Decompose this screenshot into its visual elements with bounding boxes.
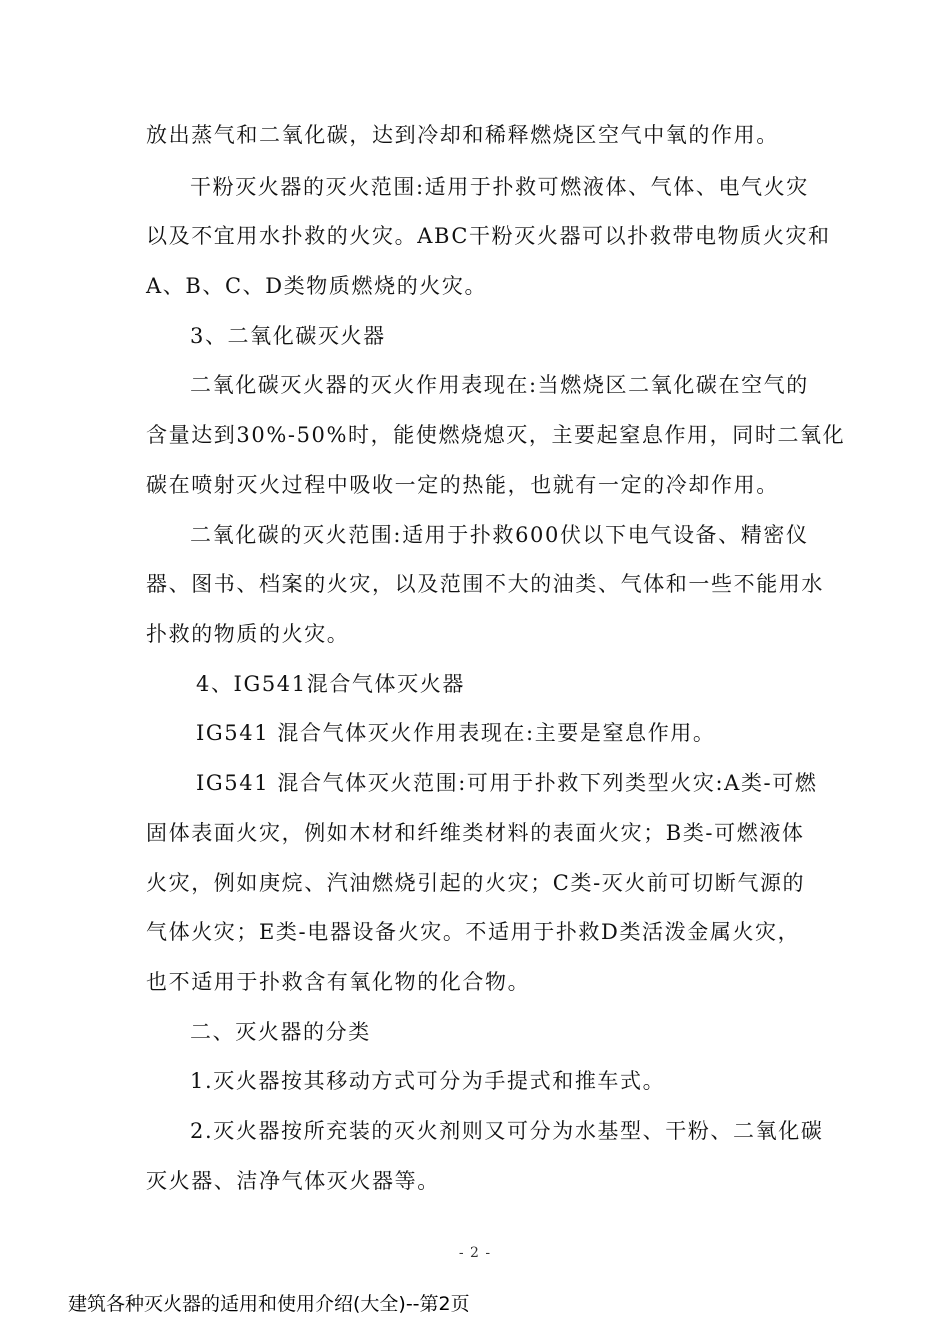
body-line-11: 扑救的物质的火灾。 — [146, 622, 350, 646]
body-line-20: 1.灭火器按其移动方式可分为手提式和推车式。 — [190, 1069, 666, 1093]
body-line-21: 2.灭火器按所充装的灭火剂则又可分为水基型、干粉、二氧化碳 — [190, 1119, 824, 1143]
section-heading-ig541: 4、IG541混合气体灭火器 — [196, 672, 465, 696]
body-line-10: 器、图书、档案的火灾，以及范围不大的油类、气体和一些不能用水 — [146, 572, 824, 596]
body-line-17: 气体火灾；E类-电器设备火灾。不适用于扑救D类活泼金属火灾， — [146, 920, 801, 944]
body-line-1: 放出蒸气和二氧化碳，达到冷却和稀释燃烧区空气中氧的作用。 — [146, 123, 779, 147]
body-line-18: 也不适用于扑救含有氧化物的化合物。 — [146, 970, 531, 994]
body-line-7: 含量达到30%-50%时，能使燃烧熄灭，主要起窒息作用，同时二氧化 — [146, 423, 846, 447]
body-line-14: IG541 混合气体灭火范围:可用于扑救下列类型火灾:A类-可燃 — [196, 771, 818, 795]
body-line-9: 二氧化碳的灭火范围:适用于扑救600伏以下电气设备、精密仪 — [190, 523, 809, 547]
body-line-13: IG541 混合气体灭火作用表现在:主要是窒息作用。 — [196, 721, 716, 745]
body-line-16: 火灾，例如庚烷、汽油燃烧引起的火灾；C类-灭火前可切断气源的 — [146, 871, 806, 895]
section-heading-classification: 二、灭火器的分类 — [190, 1020, 371, 1044]
section-heading-co2: 3、二氧化碳灭火器 — [190, 324, 386, 348]
body-line-6: 二氧化碳灭火器的灭火作用表现在:当燃烧区二氧化碳在空气的 — [190, 373, 809, 397]
body-line-8: 碳在喷射灭火过程中吸收一定的热能，也就有一定的冷却作用。 — [146, 473, 779, 497]
footer-title: 建筑各种灭火器的适用和使用介绍(大全)--第2页 — [68, 1293, 470, 1315]
body-line-22: 灭火器、洁净气体灭火器等。 — [146, 1169, 440, 1193]
body-line-3: 以及不宜用水扑救的火灾。ABC干粉灭火器可以扑救带电物质火灾和 — [146, 224, 831, 248]
body-line-15: 固体表面火灾，例如木材和纤维类材料的表面火灾；B类-可燃液体 — [146, 821, 805, 845]
body-line-4: A、B、C、D类物质燃烧的火灾。 — [146, 274, 488, 298]
page-number: - 2 - — [458, 1245, 492, 1261]
body-line-2: 干粉灭火器的灭火范围:适用于扑救可燃液体、气体、电气火灾 — [190, 175, 809, 199]
